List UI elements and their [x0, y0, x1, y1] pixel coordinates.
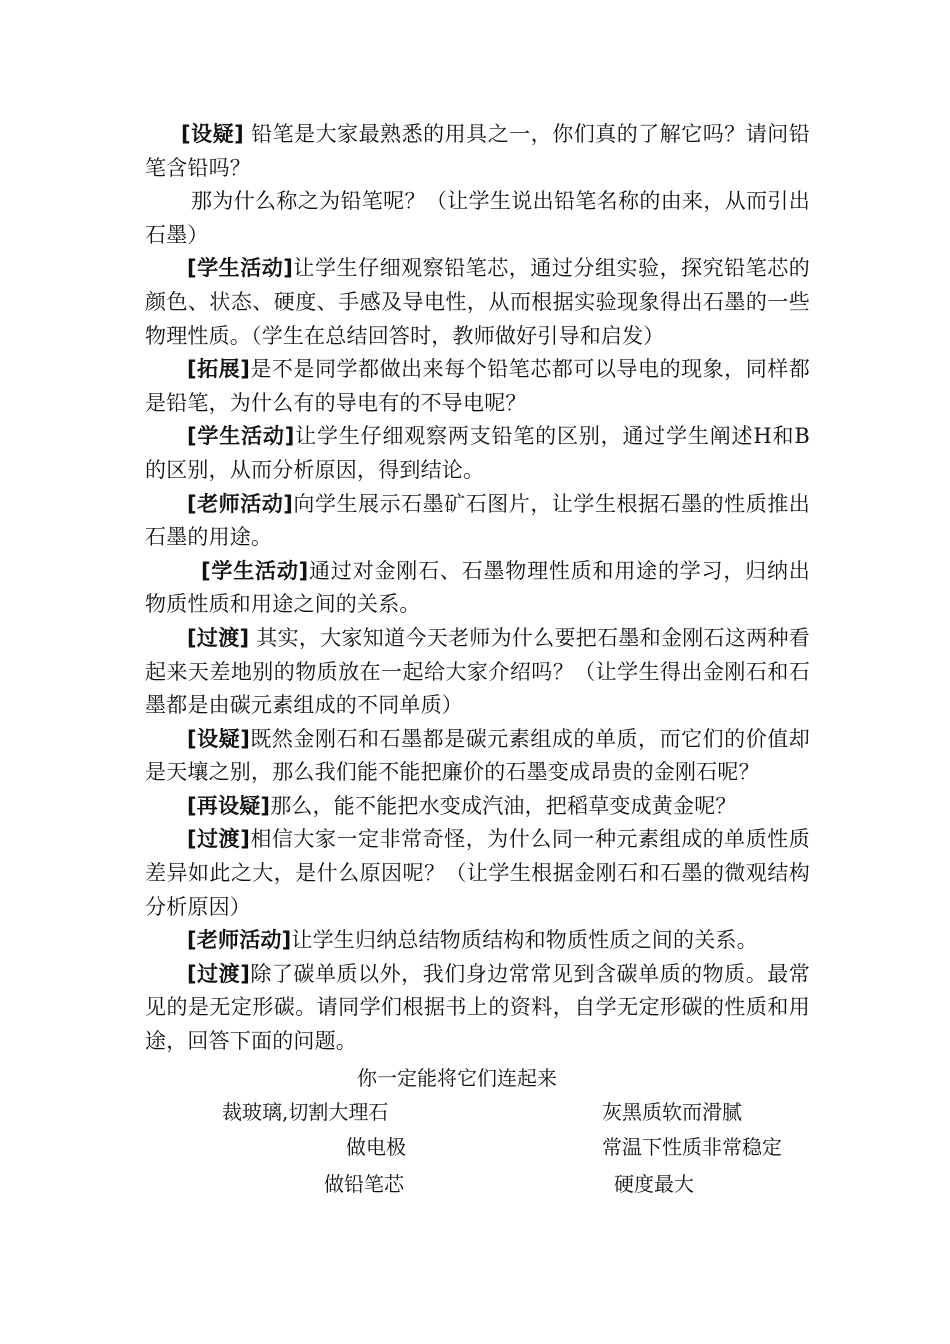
paragraph-tag: [设疑] [181, 122, 244, 146]
paragraph-text: 让学生仔细观察铅笔芯，通过分组实验，探究铅笔芯的颜色、状态、硬度、手感及导电性，从而根据实验现象得出石墨的一些物理性质。（学生在总结回答时，教师做好引导和启发） [145, 256, 810, 348]
matching-title: 你一定能将它们连起来 [357, 1066, 557, 1090]
paragraph-extension [145, 353, 810, 420]
paragraph-student-activity-2 [145, 420, 810, 487]
paragraph-student-activity-3 [145, 555, 810, 622]
paragraph-pencil-name [145, 185, 810, 252]
matching-left-item: 做铅笔芯 [324, 1172, 404, 1196]
paragraph-teacher-activity-1 [145, 488, 810, 555]
paragraph-teacher-activity-2 [145, 924, 810, 958]
paragraph-text: 通过对金刚石、石墨物理性质和用途的学习，归纳出物质性质和用途之间的关系。 [145, 558, 810, 617]
paragraph-text: 那么，能不能把水变成汽油，把稻草变成黄金呢？ [270, 793, 737, 818]
matching-right-item: 灰黑质软而滑腻 [602, 1100, 742, 1124]
paragraph-tag: [过渡] [187, 961, 251, 986]
matching-right-item: 硬度最大 [614, 1172, 694, 1196]
paragraph-tag: [再设疑] [187, 793, 271, 818]
paragraph-question-1 [145, 118, 810, 185]
paragraph-text: 是不是同学都做出来每个铅笔芯都可以导电的现象，同样都是铅笔，为什么有的导电有的不导电呢？ [145, 357, 810, 415]
paragraph-text: 让学生仔细观察两支铅笔的区别，通过学生阐述H和B的区别，从而分析原因，得到结论。 [145, 424, 810, 482]
paragraph-question-2 [145, 723, 810, 790]
paragraph-text: 相信大家一定非常奇怪，为什么同一种元素组成的单质性质差异如此之大，是什么原因呢？（让学生根据金刚石和石墨的微观结构分析原因） [145, 827, 810, 919]
paragraph-tag: [老师活动] [187, 928, 292, 953]
paragraph-text: 其实，大家知道今天老师为什么要把石墨和金刚石这两种看起来天差地别的物质放在一起给大家介绍吗？（让学生得出金刚石和石墨都是由碳元素组成的不同单质） [145, 625, 811, 718]
paragraph-tag: [过渡] [187, 827, 251, 852]
paragraph-tag: [过渡] [187, 625, 250, 650]
paragraph-question-3 [145, 790, 810, 824]
matching-right-item: 常温下性质非常稳定 [602, 1135, 782, 1159]
paragraph-text: 除了碳单质以外，我们身边常常见到含碳单质的物质。最常见的是无定形碳。请同学们根据书上的资料，自学无定形碳的性质和用途，回答下面的问题。 [145, 961, 810, 1054]
paragraph-tag: [学生活动] [201, 558, 309, 583]
paragraph-tag: [拓展] [187, 357, 251, 382]
paragraph-transition-2 [145, 823, 810, 924]
paragraph-tag: [学生活动] [187, 424, 295, 449]
paragraph-tag: [设疑] [187, 726, 251, 751]
paragraph-text: 铅笔是大家最熟悉的用具之一，你们真的了解它吗？请问铅笔含铅吗？ [145, 122, 810, 180]
paragraph-text: 既然金刚石和石墨都是碳元素组成的单质，而它们的价值却是天壤之别，那么我们能不能把廉价的石墨变成昂贵的金刚石呢？ [145, 726, 810, 785]
paragraph-tag: [学生活动] [187, 256, 294, 281]
paragraph-tag: [老师活动] [187, 491, 294, 516]
paragraph-student-activity-1 [145, 252, 810, 353]
document-body [145, 118, 810, 1059]
paragraph-transition-1 [145, 622, 810, 723]
paragraph-text: 那为什么称之为铅笔呢？（让学生说出铅笔名称的由来，从而引出石墨） [145, 189, 810, 247]
paragraph-text: 让学生归纳总结物质结构和物质性质之间的关系。 [291, 928, 758, 953]
paragraph-transition-3 [145, 958, 810, 1059]
paragraph-text: 向学生展示石墨矿石图片，让学生根据石墨的性质推出石墨的用途。 [145, 491, 810, 550]
matching-left-item: 做电极 [346, 1135, 406, 1159]
matching-left-item: 裁玻璃,切割大理石 [222, 1100, 389, 1124]
